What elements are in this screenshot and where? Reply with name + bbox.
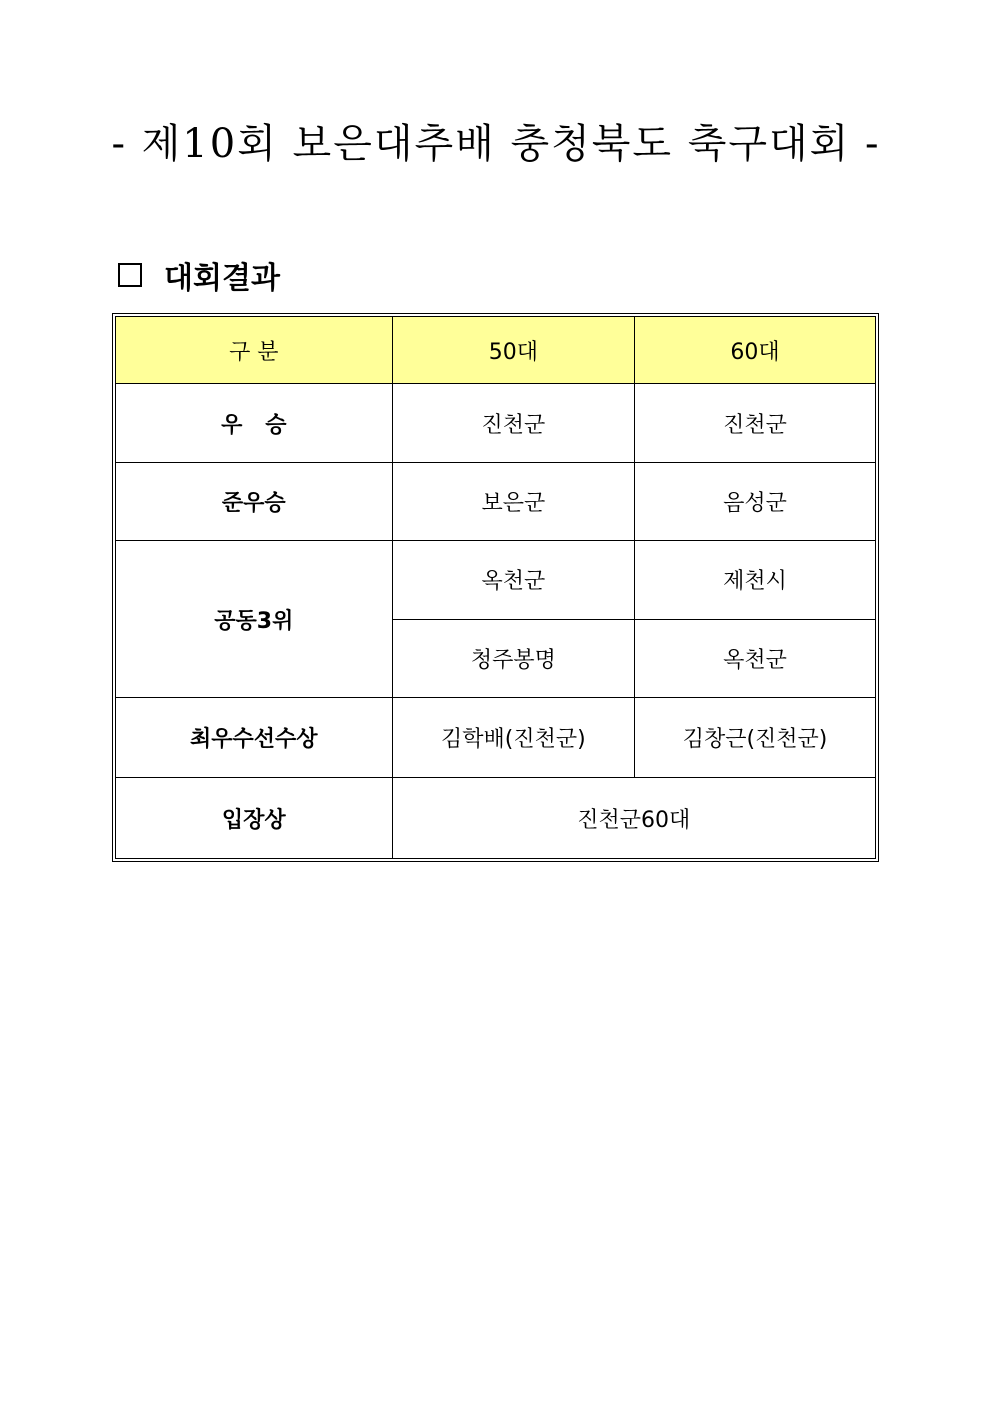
- header-50s: 50대: [392, 317, 634, 384]
- row-label-entrance: 입장상: [116, 778, 393, 859]
- cell-third-2-60s: 옥천군: [635, 619, 876, 697]
- table-row-third-1: [116, 541, 876, 619]
- square-bullet-icon: [118, 263, 142, 287]
- cell-mvp-60s: 김창근(진천군): [635, 698, 876, 778]
- header-category: 구 분: [116, 317, 393, 384]
- cell-runner-up-50s: 보은군: [392, 462, 634, 540]
- row-label-mvp: 최우수선수상: [116, 698, 393, 778]
- cell-winner-50s: 진천군: [392, 384, 634, 462]
- table-row-winner: [116, 384, 876, 462]
- cell-runner-up-60s: 음성군: [635, 462, 876, 540]
- table-row-runner-up: [116, 462, 876, 540]
- table-header-row: [116, 317, 876, 384]
- table-row-mvp: [116, 698, 876, 778]
- row-label-runner-up: 준우승: [116, 462, 393, 540]
- cell-winner-60s: 진천군: [635, 384, 876, 462]
- cell-entrance-value: 진천군60대: [392, 778, 875, 859]
- section-label: 대회결과: [164, 261, 280, 296]
- table-row-entrance: [116, 778, 876, 859]
- header-60s: 60대: [635, 317, 876, 384]
- cell-mvp-50s: 김학배(진천군): [392, 698, 634, 778]
- cell-third-2-50s: 청주봉명: [392, 619, 634, 697]
- section-heading: [118, 253, 280, 297]
- cell-third-1-60s: 제천시: [635, 541, 876, 619]
- results-table-frame: [112, 313, 879, 862]
- results-table: [115, 316, 876, 859]
- row-label-third: 공동3위: [116, 541, 393, 698]
- row-label-winner: 우 승: [116, 384, 393, 462]
- cell-third-1-50s: 옥천군: [392, 541, 634, 619]
- page-title: - 제10회 보은대추배 충청북도 축구대회 -: [111, 121, 881, 167]
